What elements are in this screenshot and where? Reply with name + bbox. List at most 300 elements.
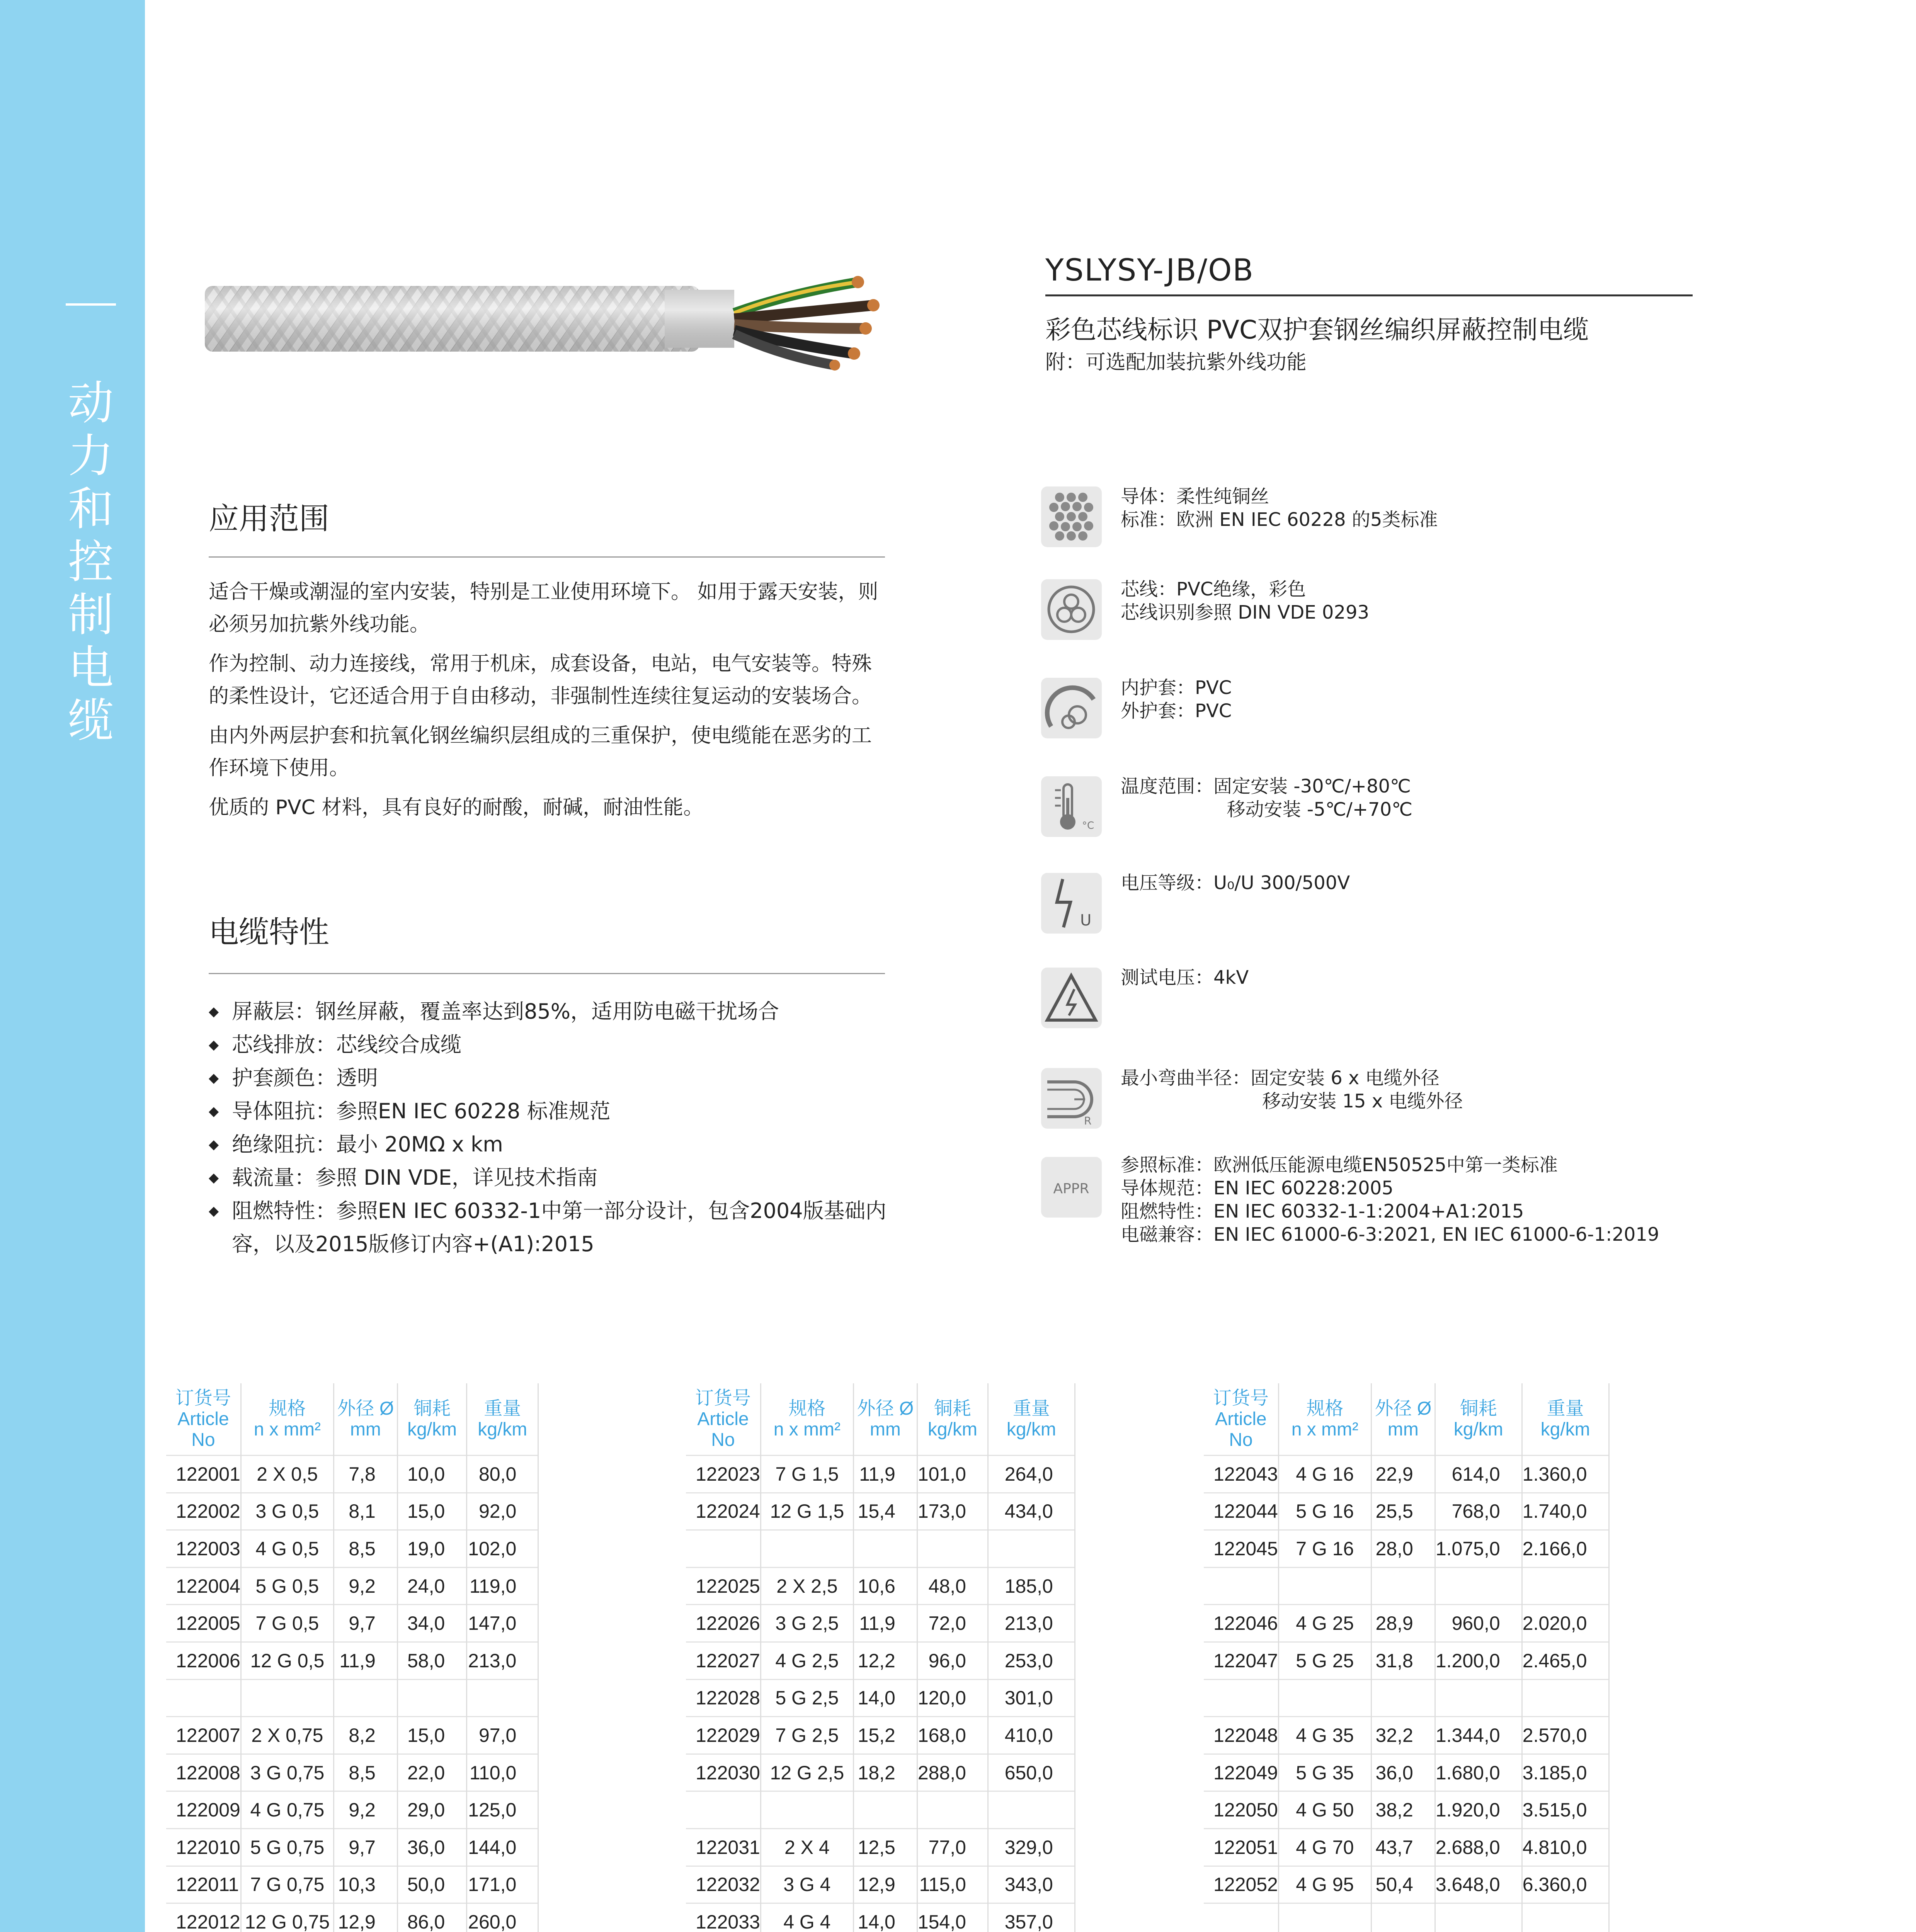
table-header [988,1383,1075,1456]
table-cell: 122006 [166,1642,241,1679]
table-row [686,1679,1075,1717]
table-row [686,1567,1075,1605]
table-cell: 102,0 [467,1530,538,1568]
table-cell: 2.688,0 [1435,1828,1522,1866]
table-header-line: kg/km [927,1419,977,1440]
table-cell: 2.465,0 [1522,1642,1609,1679]
table-cell: 122007 [166,1717,241,1754]
feature-item: ◆ 绝缘阻抗：最小 20MΩ x km [209,1128,889,1161]
table-cell: 4 G 16 [1278,1456,1371,1493]
approval-icon [1040,1155,1103,1219]
table-cell: 122046 [1204,1605,1278,1642]
table-cell: 4 G 35 [1278,1717,1371,1754]
table-cell [1435,1903,1522,1932]
conductor-icon [1040,485,1103,549]
table-cell: 28,9 [1371,1605,1435,1642]
table-cell [1278,1567,1371,1605]
table-cell: 12 G 0,5 [241,1642,334,1679]
svg-text:°C: °C [1082,820,1094,832]
table-cell [1522,1679,1609,1717]
table-header [467,1383,538,1456]
table-cell: 122030 [686,1754,761,1791]
table-cell: 11,9 [853,1456,917,1493]
table-row [686,1530,1075,1568]
table-header [917,1383,988,1456]
table-cell: 4 G 4 [761,1903,853,1932]
product-subtitle: 彩色芯线标识 PVC双护套钢丝编织屏蔽控制电缆 [1045,315,1589,345]
table-header-line: No [191,1429,215,1450]
table-cell: 213,0 [467,1642,538,1679]
table-header-line: mm [870,1419,901,1440]
feature-item: ◆ 载流量：参照 DIN VDE，详见技术指南 [209,1161,889,1194]
table-cell [166,1679,241,1717]
table-header-line: 外径 Ø [857,1398,914,1419]
category-title-char: 和 [68,482,114,536]
table-cell: 3 G 0,5 [241,1493,334,1530]
table-row [1204,1456,1609,1493]
table-row [1204,1493,1609,1530]
table-cell: 122049 [1204,1754,1278,1791]
spec-text: 参照标准：欧洲低压能源电缆EN50525中第一类标准 导体规范：EN IEC 60228:2005 阻燃特性：EN IEC 60332-1-1:2004+A1:2015 电磁兼容：EN IEC 61000-6-3:2021, EN IEC 61000-6-1:2019 [1121,1154,1659,1245]
table-header-line: 订货号 [695,1388,751,1408]
table-cell: 122043 [1204,1456,1278,1493]
table-cell [1371,1567,1435,1605]
table-cell: 10,0 [397,1456,466,1493]
table-header-line: kg/km [1540,1419,1590,1440]
table-cell: 122047 [1204,1642,1278,1679]
table-cell: 122025 [686,1567,761,1605]
table-cell [1204,1903,1278,1932]
table-cell [334,1679,397,1717]
table-cell: 80,0 [467,1456,538,1493]
table-header-line: 外径 Ø [337,1398,394,1419]
table-header-line: 规格 [788,1398,826,1419]
table-cell: 5 G 16 [1278,1493,1371,1530]
svg-text:U: U [1080,912,1092,929]
table-header [397,1383,466,1456]
table-cell: 122027 [686,1642,761,1679]
table-cell: 1.344,0 [1435,1717,1522,1754]
table-cell: 3.648,0 [1435,1866,1522,1903]
table-cell: 8,5 [334,1754,397,1791]
table-row [166,1530,538,1568]
table-cell: 264,0 [988,1456,1075,1493]
core-icon [1040,578,1103,641]
table-cell [467,1679,538,1717]
table-cell [241,1679,334,1717]
table-cell: 1.200,0 [1435,1642,1522,1679]
table-cell: 5 G 0,75 [241,1828,334,1866]
table-cell: 34,0 [397,1605,466,1642]
table-cell [1204,1679,1278,1717]
table-cell: 43,7 [1371,1828,1435,1866]
title-underline [1045,294,1693,296]
table-cell: 960,0 [1435,1605,1522,1642]
table-cell: 2.166,0 [1522,1530,1609,1568]
table-cell: 14,0 [853,1679,917,1717]
table-row [166,1642,538,1679]
table-cell: 25,5 [1371,1493,1435,1530]
category-title-char: 力 [68,429,114,483]
table-cell: 119,0 [467,1567,538,1605]
spec-text: 内护套：PVC 外护套：PVC [1121,677,1232,722]
table-cell: 97,0 [467,1717,538,1754]
table-cell: 58,0 [397,1642,466,1679]
table-header [1435,1383,1522,1456]
table-row [166,1493,538,1530]
table-cell: 122003 [166,1530,241,1568]
table-header-line: Article [697,1408,749,1429]
application-paragraph: 作为控制、动力连接线，常用于机床，成套设备，电站，电气安装等。特殊的柔性设计，它还适合用于自由移动，非强制性连续往复运动的安装场合。 [209,652,872,708]
table-cell [1522,1903,1609,1932]
table-row [1204,1717,1609,1754]
test-voltage-icon [1040,966,1103,1030]
table-header [1278,1383,1371,1456]
table-cell: 7 G 1,5 [761,1456,853,1493]
table-cell: 768,0 [1435,1493,1522,1530]
table-cell: 168,0 [917,1717,988,1754]
table-cell: 6.360,0 [1522,1866,1609,1903]
table-header [166,1383,241,1456]
table-row [1204,1754,1609,1791]
table-cell: 122010 [166,1828,241,1866]
table-row [166,1567,538,1605]
feature-item: ◆ 阻燃特性：参照EN IEC 60332-1中第一部分设计，包含2004版基础内容，以及2015版修订内容+(A1):2015 [209,1194,889,1261]
spec-text: 最小弯曲半径：固定安装 6 x 电缆外径 移动安装 15 x 电缆外径 [1121,1067,1463,1112]
table-cell [1435,1567,1522,1605]
table-cell: 48,0 [917,1567,988,1605]
table-row [1204,1866,1609,1903]
table-cell: 9,7 [334,1605,397,1642]
table-cell: 50,4 [1371,1866,1435,1903]
application-rule [209,556,885,558]
table-row [166,1754,538,1791]
table-header-line: 规格 [269,1398,306,1419]
table-row [166,1828,538,1866]
table-cell [1278,1679,1371,1717]
table-cell [917,1530,988,1568]
table-cell [988,1530,1075,1568]
table-cell: 4 G 70 [1278,1828,1371,1866]
table-cell: 4 G 0,75 [241,1791,334,1829]
table-cell: 4 G 95 [1278,1866,1371,1903]
sidebar-banner [0,0,145,1932]
table-cell: 22,9 [1371,1456,1435,1493]
table-cell: 122051 [1204,1828,1278,1866]
table-cell: 7 G 2,5 [761,1717,853,1754]
table-cell: 329,0 [988,1828,1075,1866]
table-row [686,1828,1075,1866]
table-header-line: Article [1215,1408,1267,1429]
table-cell: 3 G 4 [761,1866,853,1903]
table-cell: 24,0 [397,1567,466,1605]
table-cell: 92,0 [467,1493,538,1530]
table-header-line: 铜耗 [934,1398,971,1419]
table-header-line: 铜耗 [1460,1398,1497,1419]
table-cell [1522,1567,1609,1605]
bend-radius-icon [1040,1066,1103,1130]
features-rule [209,973,885,974]
table-cell: 22,0 [397,1754,466,1791]
table-cell: 1.075,0 [1435,1530,1522,1568]
category-title-char: 缆 [68,694,114,747]
table-header-line: No [1229,1429,1253,1450]
table-cell: 122031 [686,1828,761,1866]
table-cell: 122012 [166,1903,241,1932]
article-table-3 [1204,1383,1610,1932]
table-cell: 122008 [166,1754,241,1791]
table-header-line: Article [177,1408,229,1429]
table-row [166,1456,538,1493]
table-cell: 122052 [1204,1866,1278,1903]
sheath-icon [1040,676,1103,740]
spec-text: 电压等级：U₀/U 300/500V [1121,872,1350,894]
features-heading: 电缆特性 [209,915,330,950]
table-cell: 9,2 [334,1567,397,1605]
table-header [1371,1383,1435,1456]
thermometer-icon [1040,775,1103,838]
table-cell: 11,9 [334,1642,397,1679]
approval-icon-label: APPR [1053,1181,1089,1197]
svg-text:R: R [1084,1114,1092,1127]
table-cell: 8,2 [334,1717,397,1754]
table-row [1204,1530,1609,1568]
table-row [166,1605,538,1642]
table-cell: 213,0 [988,1605,1075,1642]
features-list [209,995,889,1261]
table-cell: 1.360,0 [1522,1456,1609,1493]
table-cell [1435,1679,1522,1717]
table-header-line: mm [1387,1419,1419,1440]
table-row [166,1903,538,1932]
table-header-line: 规格 [1306,1398,1344,1419]
table-cell: 5 G 2,5 [761,1679,853,1717]
table-cell [1204,1567,1278,1605]
table-cell: 3 G 2,5 [761,1605,853,1642]
table-row [166,1717,538,1754]
table-cell: 1.680,0 [1435,1754,1522,1791]
table-cell: 3 G 0,75 [241,1754,334,1791]
table-cell [853,1791,917,1829]
table-row [1204,1679,1609,1717]
table-row [166,1791,538,1829]
table-cell: 122045 [1204,1530,1278,1568]
table-cell: 2 X 0,75 [241,1717,334,1754]
spec-text: 温度范围：固定安装 -30℃/+80℃ 移动安装 -5℃/+70℃ [1121,776,1413,820]
spec-text: 芯线：PVC绝缘，彩色 芯线识别参照 DIN VDE 0293 [1121,578,1370,623]
table-header-line: kg/km [478,1419,527,1440]
table-cell: 3.515,0 [1522,1791,1609,1829]
table-header-line: 订货号 [175,1388,231,1408]
table-cell: 12 G 2,5 [761,1754,853,1791]
table-row [166,1679,538,1717]
table-cell: 122044 [1204,1493,1278,1530]
table-cell: 357,0 [988,1903,1075,1932]
spec-text: 测试电压：4kV [1121,967,1249,988]
table-cell: 115,0 [917,1866,988,1903]
product-title: YSLYSY-JB/OB [1045,253,1254,288]
table-cell: 4 G 25 [1278,1605,1371,1642]
table-cell: 301,0 [988,1679,1075,1717]
table-cell: 122028 [686,1679,761,1717]
application-paragraph: 由内外两层护套和抗氧化钢丝编织层组成的三重保护，使电缆能在恶劣的工作环境下使用。 [209,724,872,780]
product-note: 附：可选配加装抗紫外线功能 [1045,351,1307,374]
feature-item: ◆ 芯线排放：芯线绞合成缆 [209,1028,889,1061]
sidebar-dash [66,303,116,306]
category-title-char: 制 [68,588,114,641]
table-row [686,1754,1075,1791]
table-cell: 122024 [686,1493,761,1530]
table-row [1204,1828,1609,1866]
article-table-1 [166,1383,539,1932]
table-cell: 8,1 [334,1493,397,1530]
table-cell: 18,2 [853,1754,917,1791]
table-cell: 12,5 [853,1828,917,1866]
table-row [1204,1605,1609,1642]
table-cell: 29,0 [397,1791,466,1829]
table-header-line: n x mm² [773,1419,841,1440]
table-cell: 12 G 1,5 [761,1493,853,1530]
table-cell: 122004 [166,1567,241,1605]
table-cell: 650,0 [988,1754,1075,1791]
table-cell: 15,0 [397,1493,466,1530]
feature-item: ◆ 护套颜色：透明 [209,1061,889,1095]
table-row [1204,1791,1609,1829]
table-cell: 12 G 0,75 [241,1903,334,1932]
table-row [686,1642,1075,1679]
table-header-line: No [711,1429,735,1450]
table-cell: 7 G 16 [1278,1530,1371,1568]
category-title-char: 控 [68,535,114,588]
table-header [853,1383,917,1456]
table-cell: 11,9 [853,1605,917,1642]
table-cell: 101,0 [917,1456,988,1493]
table-cell: 147,0 [467,1605,538,1642]
table-cell: 171,0 [467,1866,538,1903]
table-cell: 15,0 [397,1717,466,1754]
table-cell: 122001 [166,1456,241,1493]
table-header-line: kg/km [1006,1419,1056,1440]
table-row [166,1866,538,1903]
table-cell [761,1791,853,1829]
table-cell [1371,1679,1435,1717]
table-row [686,1493,1075,1530]
table-cell: 122011 [166,1866,241,1903]
table-cell: 122032 [686,1866,761,1903]
table-cell: 614,0 [1435,1456,1522,1493]
table-cell: 50,0 [397,1866,466,1903]
table-row [686,1456,1075,1493]
table-header-line: 订货号 [1213,1388,1269,1408]
cable-photo [201,270,904,371]
table-cell: 122023 [686,1456,761,1493]
table-row [1204,1567,1609,1605]
table-header [334,1383,397,1456]
table-header-line: n x mm² [1291,1419,1359,1440]
table-cell: 1.920,0 [1435,1791,1522,1829]
table-cell: 15,4 [853,1493,917,1530]
table-cell: 38,2 [1371,1791,1435,1829]
table-cell: 122026 [686,1605,761,1642]
feature-item: ◆ 导体阻抗：参照EN IEC 60228 标准规范 [209,1095,889,1128]
table-cell: 144,0 [467,1828,538,1866]
table-header-line: 重量 [1547,1398,1584,1419]
table-cell: 4 G 0,5 [241,1530,334,1568]
table-cell: 12,2 [853,1642,917,1679]
table-cell: 77,0 [917,1828,988,1866]
feature-item: ◆ 屏蔽层：钢丝屏蔽，覆盖率达到85%，适用防电磁干扰场合 [209,995,889,1028]
table-cell: 122005 [166,1605,241,1642]
table-row [686,1791,1075,1829]
table-cell: 2 X 2,5 [761,1567,853,1605]
table-cell: 86,0 [397,1903,466,1932]
table-cell: 4.810,0 [1522,1828,1609,1866]
table-cell: 31,8 [1371,1642,1435,1679]
table-cell: 36,0 [1371,1754,1435,1791]
table-header-line: n x mm² [254,1419,321,1440]
table-cell: 1.740,0 [1522,1493,1609,1530]
table-cell [917,1791,988,1829]
table-cell: 5 G 25 [1278,1642,1371,1679]
table-cell: 7,8 [334,1456,397,1493]
table-header [1522,1383,1609,1456]
table-row [1204,1903,1609,1932]
table-cell: 72,0 [917,1605,988,1642]
table-cell: 10,3 [334,1866,397,1903]
table-header [241,1383,334,1456]
table-cell: 122050 [1204,1791,1278,1829]
table-header-line: 铜耗 [413,1398,451,1419]
table-header-line: kg/km [407,1419,457,1440]
table-cell [1278,1903,1371,1932]
table-cell: 253,0 [988,1642,1075,1679]
table-cell [988,1791,1075,1829]
category-title [62,377,120,747]
table-row [686,1605,1075,1642]
table-cell: 122029 [686,1717,761,1754]
table-header-line: 重量 [484,1398,521,1419]
table-cell: 2.570,0 [1522,1717,1609,1754]
table-cell: 15,2 [853,1717,917,1754]
table-cell: 260,0 [467,1903,538,1932]
table-cell: 2 X 4 [761,1828,853,1866]
table-row [686,1717,1075,1754]
table-cell: 28,0 [1371,1530,1435,1568]
table-cell [686,1791,761,1829]
table-cell: 14,0 [853,1903,917,1932]
table-cell: 434,0 [988,1493,1075,1530]
application-text [209,576,889,831]
table-cell: 122009 [166,1791,241,1829]
table-cell: 32,2 [1371,1717,1435,1754]
application-paragraph: 适合干燥或潮湿的室内安装，特别是工业使用环境下。 如用于露天安装，则必须另加抗紫外线功能。 [209,580,878,636]
table-cell: 3.185,0 [1522,1754,1609,1791]
table-cell: 122048 [1204,1717,1278,1754]
table-cell: 122002 [166,1493,241,1530]
table-cell: 9,2 [334,1791,397,1829]
table-cell: 96,0 [917,1642,988,1679]
table-cell: 173,0 [917,1493,988,1530]
table-row [1204,1642,1609,1679]
table-cell [397,1679,466,1717]
application-paragraph: 优质的 PVC 材料，具有良好的耐酸，耐碱，耐油性能。 [209,796,704,819]
table-header [1204,1383,1278,1456]
table-cell: 19,0 [397,1530,466,1568]
application-heading: 应用范围 [209,502,330,536]
article-table-2 [686,1383,1075,1932]
table-cell: 36,0 [397,1828,466,1866]
table-cell: 7 G 0,5 [241,1605,334,1642]
